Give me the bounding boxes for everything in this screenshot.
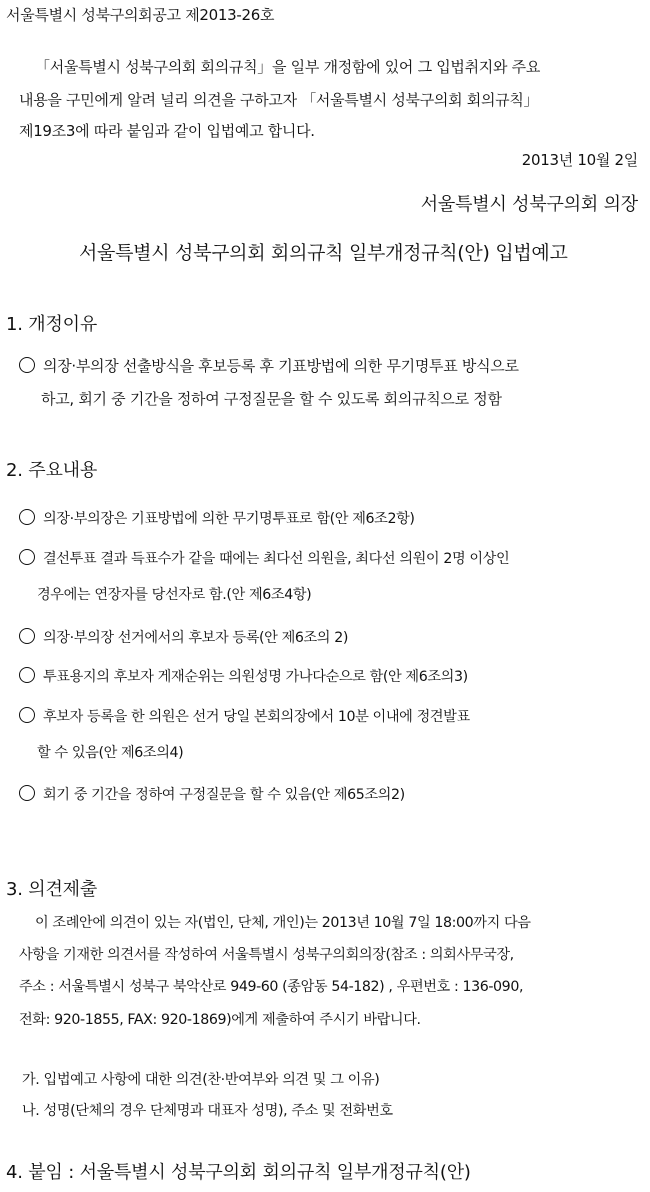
section-2-item: 결선투표 결과 득표수가 같을 때에는 최다선 의원을, 최다선 의원이 2명 이상인 xyxy=(19,549,509,566)
section-2-item: 후보자 등록을 한 의원은 선거 당일 본회의장에서 10분 이내에 정견발표 xyxy=(19,707,470,724)
section-1-item: 의장·부의장 선출방식을 후보등록 후 기표방법에 의한 무기명투표 방식으로 xyxy=(19,357,519,374)
section-1-item-cont: 하고, 회기 중 기간을 정하여 구정질문을 할 수 있도록 회의규칙으로 정함 xyxy=(41,390,502,408)
intro-line-1: 「서울특별시 성북구의회 회의규칙」을 일부 개정함에 있어 그 입법취지와 주요 xyxy=(35,58,541,76)
circle-bullet-icon xyxy=(19,785,35,801)
issuer: 서울특별시 성북구의회 의장 xyxy=(420,194,638,215)
section-2-item: 의장·부의장 선거에서의 후보자 등록(안 제6조의 2) xyxy=(19,628,348,645)
section-3-body-line-3: 주소 : 서울특별시 성북구 북악산로 949-60 (종암동 54-182) , 우편번호 : 136-090, xyxy=(19,979,524,995)
circle-bullet-icon xyxy=(19,357,35,373)
circle-bullet-icon xyxy=(19,667,35,683)
section-2-item: 회기 중 기간을 정하여 구정질문을 할 수 있음(안 제65조의2) xyxy=(19,785,405,802)
section-3-sub-item-b: 나. 성명(단체의 경우 단체명과 대표자 성명), 주소 및 전화번호 xyxy=(22,1103,393,1119)
section-2-item-cont: 경우에는 연장자를 당선자로 함.(안 제6조4항) xyxy=(37,587,312,603)
section-1-heading: 1. 개정이유 xyxy=(6,314,98,335)
section-3-sub-item-a: 가. 입법예고 사항에 대한 의견(찬·반여부와 의견 및 그 이유) xyxy=(22,1072,380,1088)
section-2-item: 의장·부의장은 기표방법에 의한 무기명투표로 함(안 제6조2항) xyxy=(19,509,415,526)
section-3-heading: 3. 의견제출 xyxy=(6,879,98,900)
section-4-heading: 4. 붙임 : 서울특별시 성북구의회 회의규칙 일부개정규칙(안) xyxy=(6,1162,471,1183)
section-3-body-line-1: 이 조례안에 의견이 있는 자(법인, 단체, 개인)는 2013년 10월 7일 18:00까지 다음 xyxy=(35,915,531,931)
notice-number: 서울특별시 성북구의회공고 제2013-26호 xyxy=(6,6,275,24)
document-title: 서울특별시 성북구의회 회의규칙 일부개정규칙(안) 입법예고 xyxy=(79,242,568,264)
section-2-heading: 2. 주요내용 xyxy=(6,460,98,481)
notice-date: 2013년 10월 2일 xyxy=(521,151,638,169)
section-3-body-line-4: 전화: 920-1855, FAX: 920-1869)에게 제출하여 주시기 바랍니다. xyxy=(19,1012,421,1028)
circle-bullet-icon xyxy=(19,549,35,565)
intro-line-3: 제19조3에 따라 붙임과 같이 입법예고 합니다. xyxy=(19,122,315,140)
circle-bullet-icon xyxy=(19,509,35,525)
section-2-item: 투표용지의 후보자 게재순위는 의원성명 가나다순으로 함(안 제6조의3) xyxy=(19,667,468,684)
section-3-body-line-2: 사항을 기재한 의견서를 작성하여 서울특별시 성북구의회의장(참조 : 의회사무국장, xyxy=(19,947,514,963)
circle-bullet-icon xyxy=(19,707,35,723)
intro-line-2: 내용을 구민에게 알려 널리 의견을 구하고자 「서울특별시 성북구의회 회의규칙」 xyxy=(19,91,539,109)
section-2-item-cont: 할 수 있음(안 제6조의4) xyxy=(37,745,184,761)
circle-bullet-icon xyxy=(19,628,35,644)
